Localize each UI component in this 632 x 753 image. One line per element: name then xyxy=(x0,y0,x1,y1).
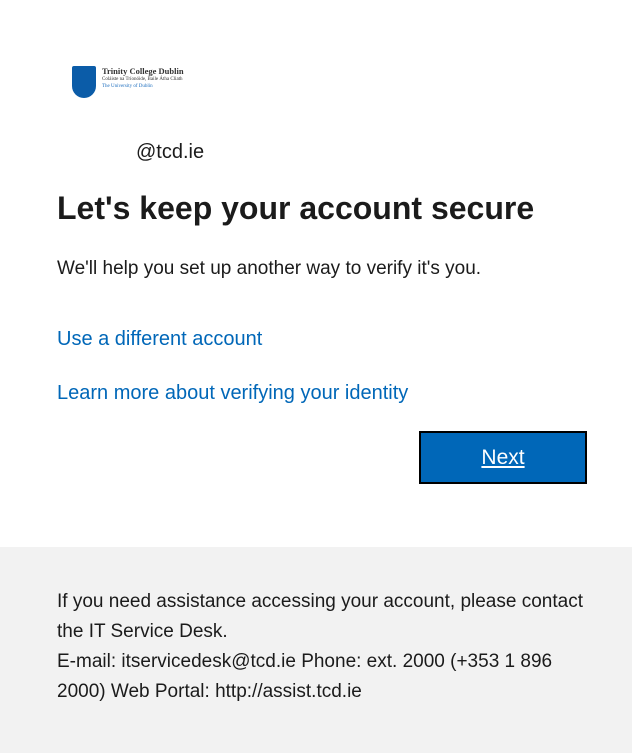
logo-line-1: Trinity College Dublin xyxy=(102,66,184,76)
shield-icon xyxy=(72,66,96,98)
organization-logo xyxy=(72,66,184,98)
use-different-account-link[interactable]: Use a different account xyxy=(57,328,263,350)
footer-line-1: If you need assistance accessing your account, please contact the IT Service Desk. xyxy=(57,591,583,642)
footer-line-2: E-mail: itservicedesk@tcd.ie Phone: ext. 2000 (+353 1 896 2000) Web Portal: http://assist.tcd.ie xyxy=(57,651,553,702)
page-description: We'll help you set up another way to verify it's you. xyxy=(57,258,482,279)
page-title: Let's keep your account secure xyxy=(57,190,535,226)
account-email: @tcd.ie xyxy=(136,141,205,163)
footer xyxy=(0,547,632,753)
logo-line-3: The University of Dublin xyxy=(102,84,153,89)
learn-more-link[interactable]: Learn more about verifying your identity xyxy=(57,382,409,404)
logo-line-2: Coláiste na Tríonóide, Baile Átha Cliath xyxy=(102,77,183,82)
next-button[interactable]: Next xyxy=(419,431,587,484)
footer-text xyxy=(57,587,597,707)
